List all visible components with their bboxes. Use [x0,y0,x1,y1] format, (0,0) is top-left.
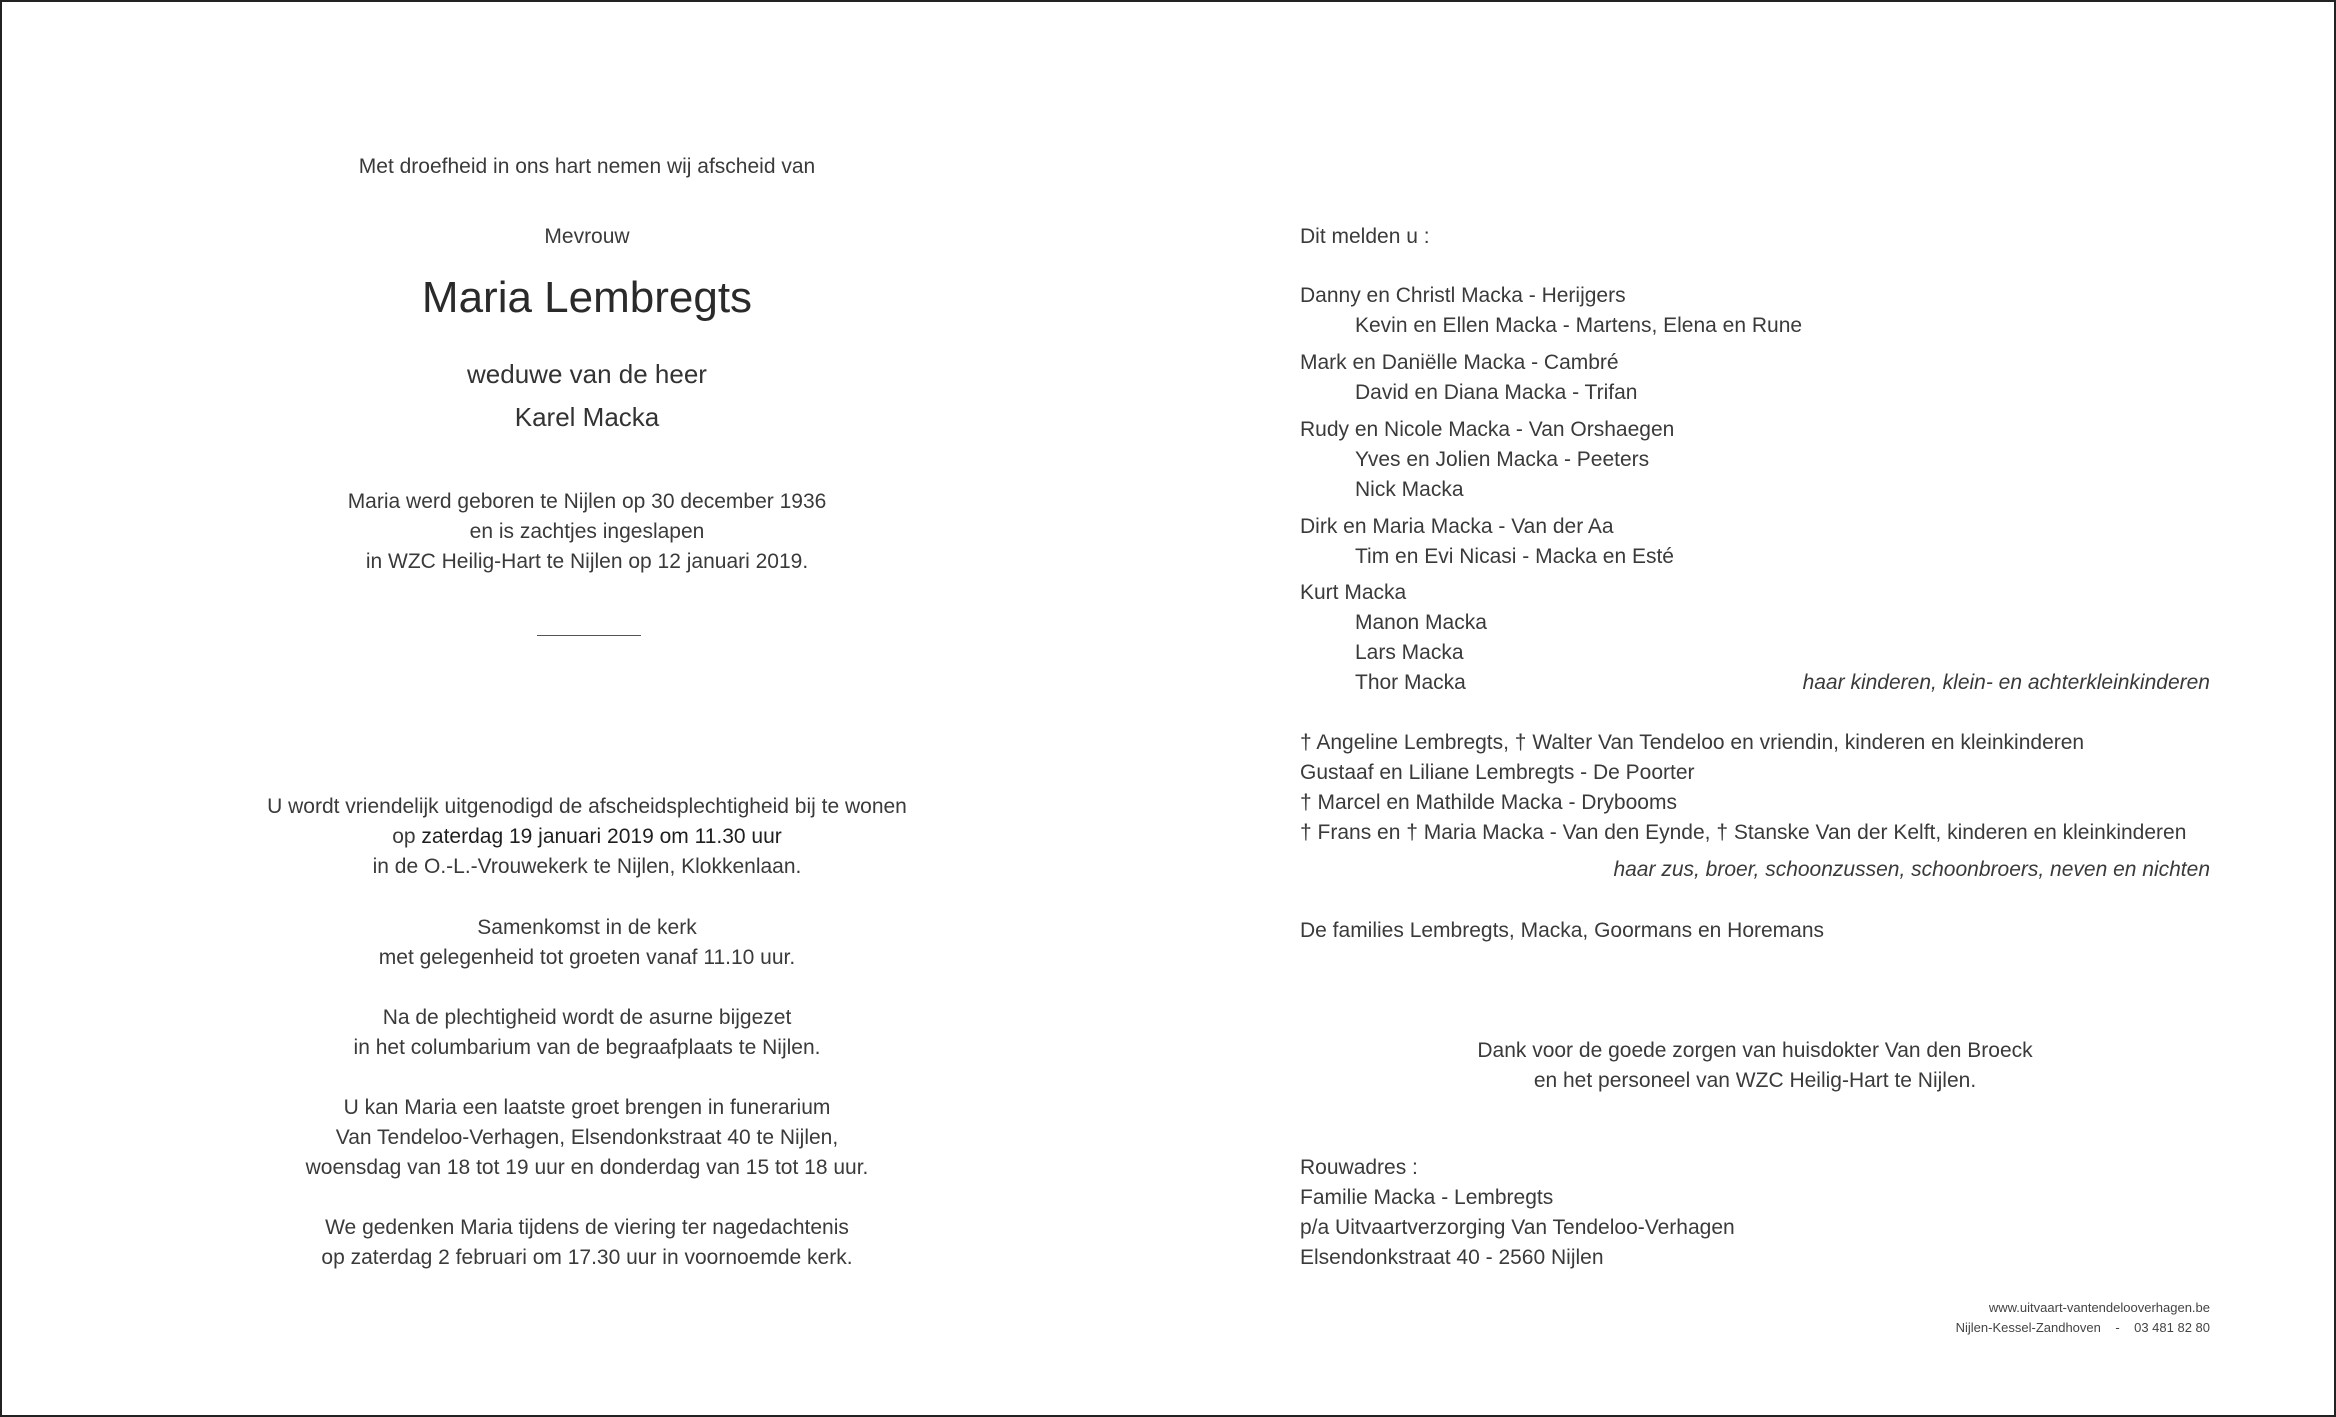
invite-line: U wordt vriendelijk uitgenodigd de afscheidsplechtigheid bij te wonen [267,795,907,818]
sibling-line: † Marcel en Mathilde Macka - Drybooms [1300,791,1677,814]
sibling-line: † Angeline Lembregts, † Walter Van Tendeloo en vriendin, kinderen en kleinkinderen [1300,731,2085,754]
funerarium-info [232,1093,942,1183]
family-main: Kurt Macka [1300,581,1407,604]
funerarium-line: Van Tendeloo-Verhagen, Elsendonkstraat 40 te Nijlen, [335,1126,839,1149]
gathering-line: Samenkomst in de kerk [477,916,697,939]
family-child: Tim en Evi Nicasi - Macka en Esté [1355,545,1674,568]
family-child: Manon Macka [1355,611,1487,634]
urn-line: in het columbarium van de begraafplaats te Nijlen. [353,1036,821,1059]
family-group [1300,512,2210,572]
memorial-info [232,1213,942,1273]
invite-line: in de O.-L.-Vrouwekerk te Nijlen, Klokkenlaan. [372,855,802,878]
memorial-line: We gedenken Maria tijdens de viering ter nagedachtenis [325,1216,849,1239]
family-main: Danny en Christl Macka - Herijgers [1300,284,1626,307]
mourning-address [1300,1153,2210,1273]
urn-line: Na de plechtigheid wordt de asurne bijgezet [382,1006,792,1029]
family-main: Mark en Daniëlle Macka - Cambré [1300,351,1619,374]
thanks-note [1300,1036,2210,1096]
families-line: De families Lembregts, Macka, Goormans en Horemans [1300,919,1825,942]
sibling-line: † Frans en † Maria Macka - Van den Eynde, † Stanske Van der Kelft, kinderen en kleinkinderen [1300,821,2187,844]
thanks-line: en het personeel van WZC Heilig-Hart te Nijlen. [1533,1069,1977,1092]
intro-text: Met droefheid in ons hart nemen wij afscheid van [358,155,816,178]
birth-info [232,487,942,577]
widow-line: weduwe van de heer [467,359,707,389]
children-relation-label: haar kinderen, klein- en achterkleinkinderen [1802,671,2210,694]
invite-prefix: op [392,825,422,848]
family-main: Rudy en Nicole Macka - Van Orshaegen [1300,418,1675,441]
gathering-info [232,913,942,973]
family-child: Yves en Jolien Macka - Peeters [1355,448,1650,471]
divider-line [537,635,641,636]
address-line: p/a Uitvaartverzorging Van Tendeloo-Verhagen [1300,1216,1735,1239]
invite-line [232,822,942,852]
address-label: Rouwadres : [1300,1156,1418,1179]
family-child: Kevin en Ellen Macka - Martens, Elena en Rune [1355,314,1803,337]
family-group [1300,348,2210,408]
deceased-name: Maria Lembregts [421,273,753,322]
ceremony-invitation [232,792,942,882]
thanks-line: Dank voor de goede zorgen van huisdokter Van den Broeck [1477,1039,2033,1062]
address-line: Elsendonkstraat 40 - 2560 Nijlen [1300,1246,1604,1269]
birth-line: en is zachtjes ingeslapen [469,520,705,543]
gathering-line: met gelegenheid tot groeten vanaf 11.10 uur. [378,946,796,969]
birth-line: Maria werd geboren te Nijlen op 30 december 1936 [347,490,827,513]
ceremony-date: zaterdag 19 januari 2019 om 11.30 uur [421,825,782,848]
contact-text: Nijlen-Kessel-Zandhoven - 03 481 82 80 [1955,1320,2210,1335]
honorific: Mevrouw [544,225,630,248]
siblings-list [1300,728,2210,848]
urn-info [232,1003,942,1063]
siblings-relation-label: haar zus, broer, schoonzussen, schoonbroers, neven en nichten [1613,858,2210,881]
memorial-line: op zaterdag 2 februari om 17.30 uur in voornoemde kerk. [321,1246,853,1269]
undertaker-footer [1956,1298,2210,1338]
family-main: Dirk en Maria Macka - Van der Aa [1300,515,1614,538]
family-child: Thor Macka [1355,671,1466,694]
family-group [1300,281,2210,341]
website-text: www.uitvaart-vantendelooverhagen.be [1988,1300,2210,1315]
funerarium-line: woensdag van 18 tot 19 uur en donderdag van 15 tot 18 uur. [305,1156,869,1179]
family-child: Nick Macka [1355,478,1464,501]
family-child: Lars Macka [1355,641,1464,664]
sibling-line: Gustaaf en Liliane Lembregts - De Poorter [1300,761,1695,784]
address-line: Familie Macka - Lembregts [1300,1186,1554,1209]
announcement-header: Dit melden u : [1300,225,1430,248]
family-group [1300,415,2210,505]
funerarium-line: U kan Maria een laatste groet brengen in funerarium [343,1096,831,1119]
family-child: David en Diana Macka - Trifan [1355,381,1638,404]
birth-line: in WZC Heilig-Hart te Nijlen op 12 januari 2019. [365,550,809,573]
husband-name: Karel Macka [514,402,660,432]
